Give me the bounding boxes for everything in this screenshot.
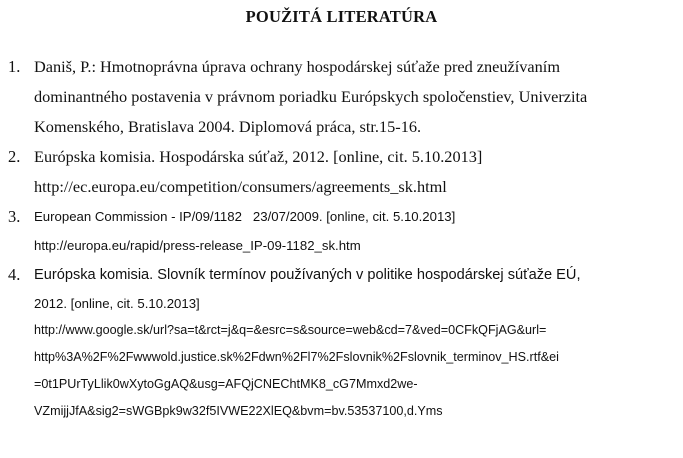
- reference-number: 2.: [8, 147, 21, 166]
- reference-url[interactable]: http://ec.europa.eu/competition/consumers/agreements_sk.html: [34, 177, 447, 196]
- reference-number: 4.: [8, 265, 21, 284]
- reference-item-1: [0, 52, 683, 142]
- reference-url[interactable]: http%3A%2F%2Fwwwold.justice.sk%2Fdwn%2Fl7%2Fslovnik%2Fslovnik_terminov_HS.rtf&ei: [34, 350, 559, 364]
- reference-url[interactable]: =0t1PUrTyLlik0wXytoGgAQ&usg=AFQjCNEChtMK8_cG7Mmxd2we-: [34, 377, 418, 391]
- reference-item-4: [0, 260, 683, 425]
- reference-item-2: [0, 142, 683, 202]
- reference-text-line: European Commission - IP/09/1182 23/07/2009. [online, cit. 5.10.2013]: [34, 209, 456, 224]
- page-title: POUŽITÁ LITERATÚRA: [245, 7, 438, 26]
- reference-text-line: Komenského, Bratislava 2004. Diplomová práca, str.15-16.: [34, 117, 422, 136]
- reference-text-line: Európska komisia. Hospodárska súťaž, 2012. [online, cit. 5.10.2013]: [34, 147, 483, 166]
- reference-text-line: Daniš, P.: Hmotnoprávna úprava ochrany hospodárskej súťaže pred zneužívaním: [34, 57, 560, 76]
- reference-text-line: 2012. [online, cit. 5.10.2013]: [34, 296, 200, 311]
- reference-list: [0, 52, 683, 425]
- reference-text-line: dominantného postavenia v právnom poriadku Európskych spoločenstiev, Univerzita: [34, 87, 588, 106]
- reference-number: 3.: [8, 207, 21, 226]
- reference-number: 1.: [8, 57, 21, 76]
- reference-url[interactable]: http://www.google.sk/url?sa=t&rct=j&q=&esrc=s&source=web&cd=7&ved=0CFkQFjAG&url=: [34, 323, 547, 337]
- reference-text-line: Európska komisia. Slovník termínov používaných v politike hospodárskej súťaže EÚ,: [34, 267, 581, 283]
- reference-url[interactable]: http://europa.eu/rapid/press-release_IP-09-1182_sk.htm: [34, 238, 361, 253]
- reference-url[interactable]: VZmijjJfA&sig2=sWGBpk9w32f5IVWE22XlEQ&bvm=bv.53537100,d.Yms: [34, 404, 443, 418]
- reference-item-3: [0, 202, 683, 260]
